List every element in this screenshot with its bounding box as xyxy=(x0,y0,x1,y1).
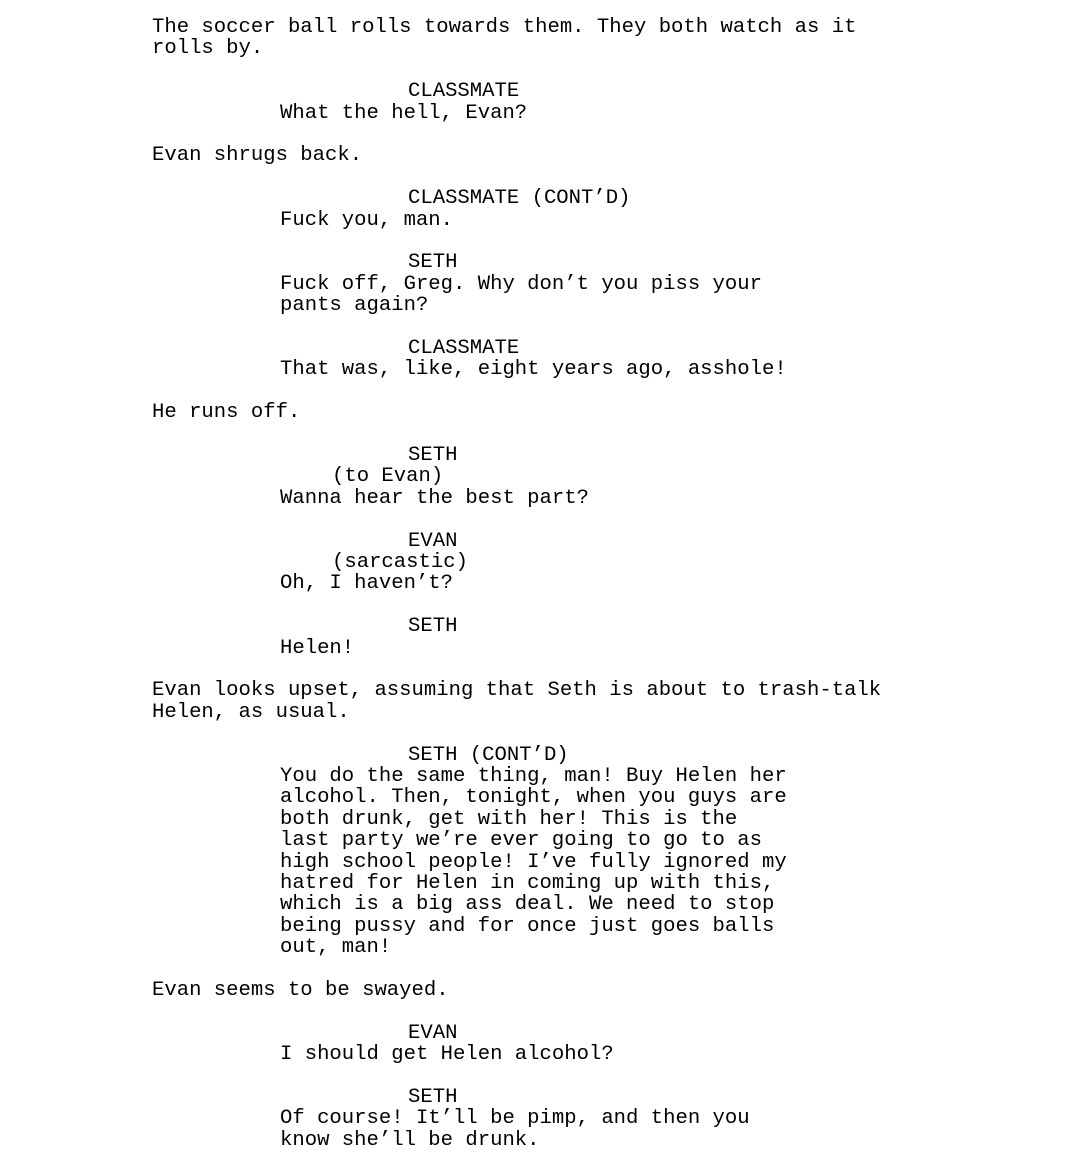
character-name: CLASSMATE xyxy=(408,80,520,104)
character-name: CLASSMATE (CONT’D) xyxy=(408,187,631,211)
character-name: SETH xyxy=(408,615,458,639)
character-name: SETH (CONT’D) xyxy=(408,743,569,767)
character-name: SETH xyxy=(408,444,458,467)
character-name: SETH xyxy=(408,251,458,275)
dialogue-line: pants again? xyxy=(280,294,429,318)
character-name: EVAN xyxy=(408,529,458,553)
action-line: The soccer ball rolls towards them. They both watch as it xyxy=(152,16,857,39)
action-line: Evan shrugs back. xyxy=(152,144,363,168)
action-line: rolls by. xyxy=(152,37,264,61)
dialogue-line: Oh, I haven’t? xyxy=(280,572,454,596)
parenthetical-line: (sarcastic) xyxy=(332,551,468,574)
parenthetical-line: (to Evan) xyxy=(332,465,444,489)
action-line: He runs off. xyxy=(152,401,301,425)
dialogue-line: out, man! xyxy=(280,936,392,960)
character-name: EVAN xyxy=(408,1021,458,1045)
dialogue-line: Fuck you, man. xyxy=(280,208,454,232)
action-line: Evan seems to be swayed. xyxy=(152,979,449,1002)
dialogue-line: high school people! I’ve fully ignored my xyxy=(280,850,787,874)
dialogue-line: being pussy and for once just goes balls xyxy=(280,914,775,938)
dialogue-line: hatred for Helen in coming up with this, xyxy=(280,872,775,895)
dialogue-line: I should get Helen alcohol? xyxy=(280,1043,614,1067)
dialogue-line: Wanna hear the best part? xyxy=(280,486,589,510)
dialogue-line: What the hell, Evan? xyxy=(280,101,528,125)
action-line: Helen, as usual. xyxy=(152,700,350,724)
dialogue-line: know she’ll be drunk. xyxy=(280,1128,540,1152)
dialogue-line: last party we’re ever going to go to as xyxy=(280,829,762,853)
dialogue-line: That was, like, eight years ago, asshole! xyxy=(280,358,787,382)
dialogue-line: Helen! xyxy=(280,636,355,660)
action-line: Evan looks upset, assuming that Seth is about to trash-talk xyxy=(152,679,882,703)
dialogue-line: You do the same thing, man! Buy Helen her xyxy=(280,765,787,788)
dialogue-line: both drunk, get with her! This is the xyxy=(280,807,738,831)
character-name: SETH xyxy=(408,1086,458,1109)
dialogue-line: which is a big ass deal. We need to stop xyxy=(280,893,775,917)
character-name: CLASSMATE xyxy=(408,337,520,360)
dialogue-line: alcohol. Then, tonight, when you guys are xyxy=(280,786,787,810)
dialogue-line: Fuck off, Greg. Why don’t you piss your xyxy=(280,272,762,296)
dialogue-line: Of course! It’ll be pimp, and then you xyxy=(280,1107,750,1131)
